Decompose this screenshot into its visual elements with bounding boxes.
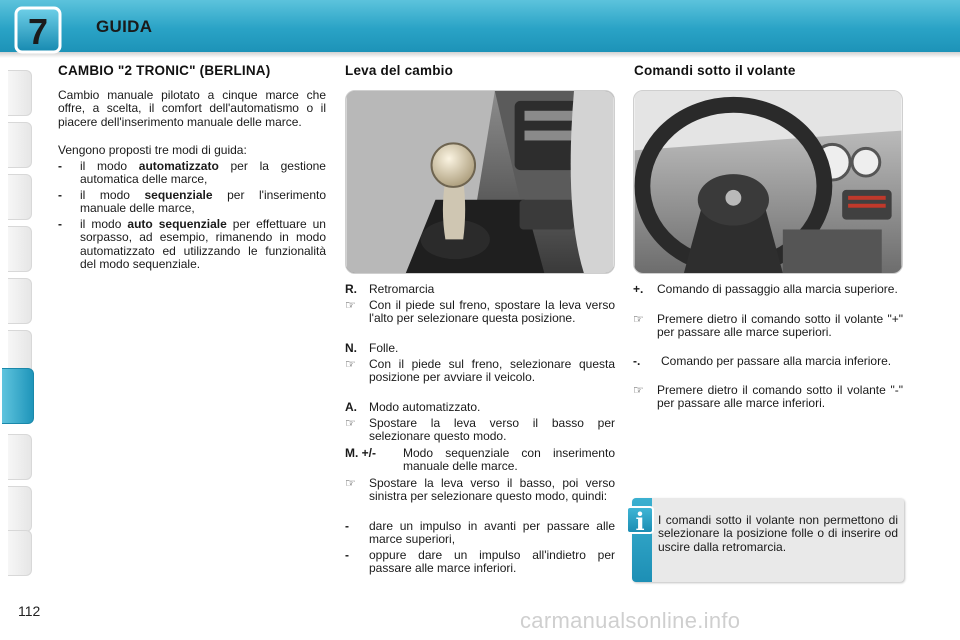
side-tab[interactable] xyxy=(8,434,32,480)
item-key: -. xyxy=(633,354,641,368)
lever-item-reverse xyxy=(345,283,615,297)
control-item-plus xyxy=(633,283,903,311)
chapter-title: GUIDA xyxy=(96,17,153,36)
side-tab[interactable] xyxy=(8,530,32,576)
lever-item-instruction xyxy=(345,358,615,400)
lever-item-upshift xyxy=(345,520,615,548)
lever-item-neutral xyxy=(345,342,615,356)
side-tab[interactable] xyxy=(8,226,32,272)
control-item-minus xyxy=(633,355,903,383)
page-number: 112 xyxy=(18,603,41,619)
item-text: Spostare la leva verso il basso per selezionare questo modo. xyxy=(369,416,615,444)
section-title-gear-lever: Leva del cambio xyxy=(345,63,454,78)
mode-text: il modo automatizzato per la gestione automatica delle marce, xyxy=(80,159,326,187)
hand-pointer-icon: ☞ xyxy=(633,312,644,326)
mode-item xyxy=(58,160,326,190)
gear-lever-photo xyxy=(345,90,615,274)
info-note-text: I comandi sotto il volante non permettono di selezionare la posizione folle o di inserire od uscire dalla retromarcia. xyxy=(658,513,898,554)
item-text: Premere dietro il comando sotto il volante "-" per passare alle marce inferiori. xyxy=(657,383,903,411)
side-tab[interactable] xyxy=(8,278,32,324)
lever-item-instruction xyxy=(345,299,615,341)
item-text: Premere dietro il comando sotto il volante "+" per passare alle marce superiori. xyxy=(657,312,903,340)
dash-bullet: - xyxy=(345,548,349,562)
item-text: Comando di passaggio alla marcia superiore. xyxy=(657,282,898,296)
hand-pointer-icon: ☞ xyxy=(345,416,356,430)
item-text: Modo automatizzato. xyxy=(369,400,481,414)
hand-pointer-icon: ☞ xyxy=(345,298,356,312)
lever-item-sequential xyxy=(345,447,615,475)
item-text: Retromarcia xyxy=(369,282,435,296)
item-text: dare un impulso in avanti per passare alle marce superiori, xyxy=(369,519,615,547)
item-key: M. +/- xyxy=(345,446,377,460)
chapter-number: 7 xyxy=(27,11,49,52)
chapter-badge xyxy=(10,4,72,56)
lever-item-instruction xyxy=(345,477,615,519)
side-tab[interactable] xyxy=(8,122,32,168)
section-title-gearbox: CAMBIO "2 TRONIC" (BERLINA) xyxy=(58,63,271,78)
side-tab-active[interactable] xyxy=(2,368,34,424)
dash-bullet: - xyxy=(58,159,62,173)
mode-item xyxy=(58,189,326,219)
item-text: oppure dare un impulso all'indietro per passare alle marce inferiori. xyxy=(369,548,615,576)
hand-pointer-icon: ☞ xyxy=(633,383,644,397)
lever-item-downshift xyxy=(345,549,615,577)
item-key: R. xyxy=(345,282,357,296)
hand-pointer-icon: ☞ xyxy=(345,476,356,490)
item-key: A. xyxy=(345,400,357,414)
item-text: Modo sequenziale con inserimento manuale delle marce. xyxy=(403,446,615,474)
modes-intro: Vengono proposti tre modi di guida: xyxy=(58,143,247,157)
watermark: carmanualsonline.info xyxy=(520,608,741,633)
dash-bullet: - xyxy=(345,519,349,533)
info-icon: i xyxy=(626,506,654,534)
control-item-instruction xyxy=(633,313,903,355)
side-tab[interactable] xyxy=(8,486,32,532)
item-key: +. xyxy=(633,282,644,296)
item-text: Con il piede sul freno, spostare la leva verso l'alto per selezionare questa posizione. xyxy=(369,298,615,326)
lever-item-instruction xyxy=(345,417,615,445)
header-shadow xyxy=(0,52,960,58)
item-key: N. xyxy=(345,341,357,355)
intro-paragraph: Cambio manuale pilotato a cinque marce che offre, a scelta, il comfort dell'automatismo o il piacere dell'inserimento manuale delle marce. xyxy=(58,88,326,129)
item-text: Folle. xyxy=(369,341,399,355)
mode-text: il modo auto sequenziale per effettuare un sorpasso, ad esempio, rimanendo in modo automatizzato ed utilizzando le funzionalità del modo sequenziale. xyxy=(80,217,326,272)
dash-bullet: - xyxy=(58,188,62,202)
mode-text: il modo sequenziale per l'inserimento manuale delle marce, xyxy=(80,188,326,216)
item-text: Comando per passare alla marcia inferiore. xyxy=(661,354,892,368)
lever-item-auto xyxy=(345,401,615,415)
steering-wheel-photo xyxy=(633,90,903,274)
dash-bullet: - xyxy=(58,217,62,231)
side-tab[interactable] xyxy=(8,70,32,116)
item-text: Spostare la leva verso il basso, poi verso sinistra per selezionare questo modo, quindi: xyxy=(369,476,615,504)
hand-pointer-icon: ☞ xyxy=(345,357,356,371)
control-item-instruction xyxy=(633,384,903,426)
section-title-steering-controls: Comandi sotto il volante xyxy=(634,63,796,78)
item-text: Con il piede sul freno, selezionare questa posizione per avviare il veicolo. xyxy=(369,357,615,385)
side-tab[interactable] xyxy=(8,174,32,220)
side-tab-strip xyxy=(0,62,36,582)
mode-item xyxy=(58,218,326,288)
